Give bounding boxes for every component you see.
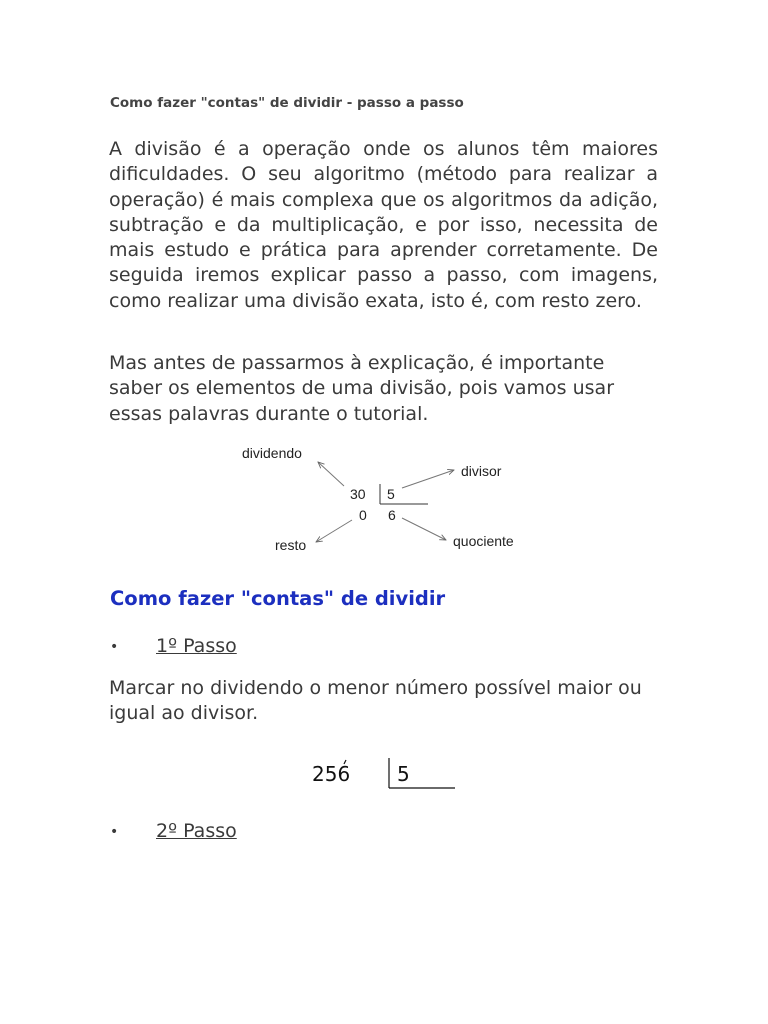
intro-paragraph: A divisão é a operação onde os alunos têm maiores dificuldades. O seu algoritmo (método para realizar a operação) é mais complexa que os algoritmos da adição, subtração e da multiplicação, e por isso, necessita de mais estudo e prática para aprender corretamente. De seguida iremos explicar passo a passo, com imagens, como realizar uma divisão exata, isto é, com resto zero. [109,138,658,312]
bullet: • [110,639,119,655]
divisor-arrow [402,470,454,488]
dividend-value: 30 [350,486,366,502]
elements-paragraph: Mas antes de passarmos à explicação, é importante saber os elementos de uma divisão, pois vamos usar essas palavras durante o tutorial. [109,352,615,425]
division-elements-diagram [230,440,540,560]
quociente-label: quociente [453,533,514,549]
step-1-link[interactable]: 1º Passo [156,635,237,657]
example-dividend: 256 [312,762,351,786]
quociente-arrow [402,518,446,540]
step-1-description: Marcar no dividendo o menor número possível maior ou igual ao divisor. [109,677,642,725]
resto-label: resto [275,537,307,553]
step-2-link[interactable]: 2º Passo [156,820,237,842]
dividendo-arrow [318,462,344,486]
divisor-label: divisor [461,463,502,479]
divisor-value: 5 [387,486,395,502]
dividendo-label: dividendo [242,445,302,461]
example-divisor: 5 [397,762,410,786]
bullet: • [110,824,119,840]
section-heading: Como fazer "contas" de dividir [110,587,446,610]
division-example [300,752,470,797]
resto-arrow [316,520,352,542]
remainder-value: 0 [359,507,367,523]
quotient-value: 6 [388,507,396,523]
page-title: Como fazer "contas" de dividir - passo a passo [110,95,464,111]
